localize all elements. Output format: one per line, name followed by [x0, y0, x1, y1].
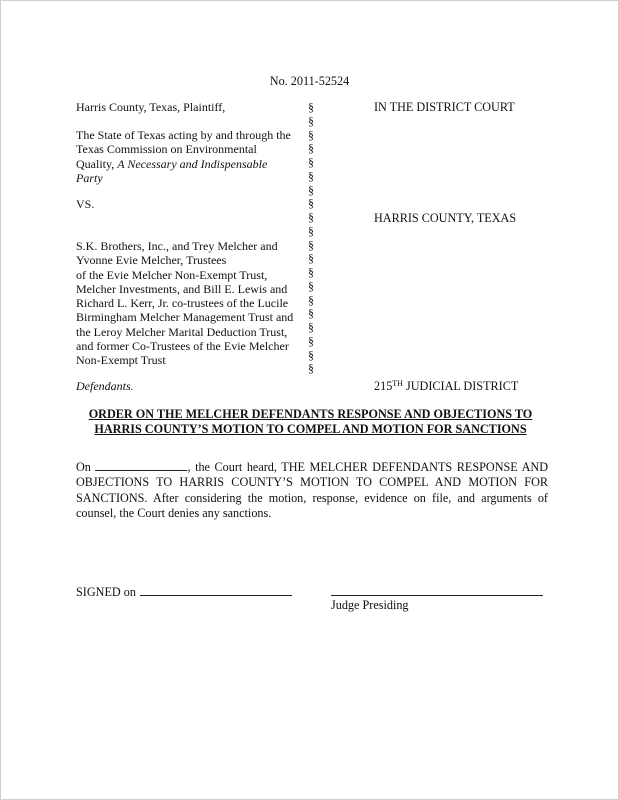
intervenor-line-2: Texas Commission on Environmental — [76, 142, 257, 157]
district-suffix: TH — [392, 379, 403, 388]
order-title-line-2: HARRIS COUNTY’S MOTION TO COMPEL AND MOTION FOR SANCTIONS — [94, 421, 527, 436]
signed-label: SIGNED on — [76, 585, 136, 599]
intervenor-quality-prefix: Quality, — [76, 156, 115, 171]
district-number: 215 — [374, 379, 393, 393]
section-symbol: § — [308, 239, 314, 252]
intervenor-block — [76, 128, 291, 185]
order-body — [76, 459, 548, 522]
judge-presiding-label: Judge Presiding — [331, 598, 409, 612]
intervenor-quality-italic: A Necessary and Indispensable — [117, 156, 268, 171]
order-title — [1, 407, 619, 436]
section-symbol: § — [308, 198, 314, 211]
county-name: HARRIS COUNTY, TEXAS — [374, 211, 517, 225]
section-symbol: § — [308, 157, 314, 169]
section-symbol: § — [308, 184, 314, 197]
defendant-line: Non-Exempt Trust — [76, 353, 166, 368]
section-symbol: § — [308, 322, 314, 334]
date-blank-line — [95, 459, 187, 471]
plaintiff: Harris County, Texas, Plaintiff, — [76, 100, 226, 114]
section-symbol: § — [308, 212, 314, 224]
defendant-line: Yvonne Evie Melcher, Trustees — [76, 253, 227, 268]
order-title-line-1: ORDER ON THE MELCHER DEFENDANTS RESPONSE AND OBJECTIONS TO — [88, 407, 533, 421]
section-symbol: § — [308, 363, 314, 376]
defendant-line: S.K. Brothers, Inc., and Trey Melcher and — [76, 239, 278, 253]
defendant-line: of the Evie Melcher Non-Exempt Trust, — [76, 267, 268, 282]
judge-signature-line — [331, 595, 543, 596]
section-symbol: § — [308, 253, 314, 266]
section-symbol: § — [308, 294, 314, 307]
signed-on — [76, 584, 292, 600]
section-symbol: § — [308, 115, 314, 128]
intervenor-line-1: The State of Texas acting by and through the — [76, 128, 291, 142]
section-symbol: § — [308, 280, 314, 293]
section-symbol: § — [308, 129, 314, 142]
body-on: On — [76, 460, 91, 474]
intervenor-party: Party — [76, 170, 103, 185]
defendant-line: and former Co-Trustees of the Evie Melcher — [76, 339, 289, 354]
district-label: JUDICIAL DISTRICT — [402, 379, 519, 393]
defendant-line: Melcher Investments, and Bill E. Lewis and — [76, 281, 288, 296]
cause-number: No. 2011-52524 — [269, 74, 350, 88]
intervenor-line-3 — [76, 157, 291, 171]
section-symbol: § — [308, 170, 314, 183]
defendant-line: the Leroy Melcher Marital Deduction Trust, — [76, 324, 288, 339]
defendants-label: Defendants. — [76, 379, 134, 393]
section-symbol: § — [308, 349, 314, 362]
defendant-line: Richard L. Kerr, Jr. co-trustees of the Lucile — [76, 296, 289, 311]
judicial-district — [374, 379, 518, 394]
section-symbol: § — [308, 225, 314, 238]
section-symbol: § — [308, 308, 314, 321]
section-symbol-column — [305, 102, 317, 377]
section-symbol: § — [308, 267, 314, 279]
defendant-line: Birmingham Melcher Management Trust and — [76, 310, 294, 325]
court-name: IN THE DISTRICT COURT — [374, 100, 515, 114]
signed-date-blank-line — [140, 584, 292, 596]
versus: VS. — [76, 197, 95, 211]
defendants-block — [76, 239, 293, 368]
section-symbol: § — [308, 143, 314, 156]
section-symbol: § — [308, 335, 314, 348]
body-text: , the Court heard, THE MELCHER DEFENDANTS RESPONSE AND OBJECTIONS TO HARRIS COUNTY’S MOTION TO COMPEL AND MOTION FOR SANCTIONS. After considering the motion, response, evidence on file, and arguments of counsel, the Court denies any sanctions. — [76, 460, 549, 521]
section-symbol: § — [308, 102, 314, 114]
